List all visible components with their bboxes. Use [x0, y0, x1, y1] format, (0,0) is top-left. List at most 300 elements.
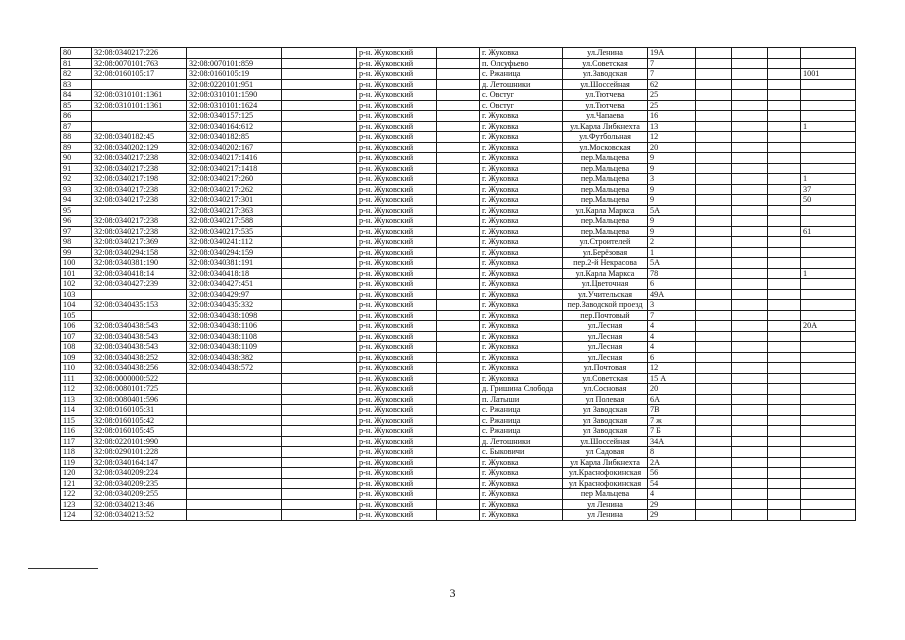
blank-field-cell	[437, 331, 480, 342]
cadastral-number-building-cell: 32:08:0340438:1108	[187, 331, 282, 342]
street-cell: ул.Футбольная	[563, 132, 648, 143]
cadastral-number-building-cell: 32:08:0340217:363	[187, 205, 282, 216]
district-cell: р-н. Жуковский	[357, 405, 437, 416]
apartment-number-cell	[801, 111, 856, 122]
row-number-cell: 91	[61, 163, 92, 174]
blank-field-cell	[437, 279, 480, 290]
extra-1-cell	[696, 447, 732, 458]
row-number-cell: 98	[61, 237, 92, 248]
extra-2-cell	[732, 457, 768, 468]
settlement-cell: г. Жуковка	[480, 321, 563, 332]
apartment-number-cell	[801, 384, 856, 395]
apartment-number-cell	[801, 247, 856, 258]
extra-2-cell	[732, 321, 768, 332]
extra-2-cell	[732, 247, 768, 258]
page-number: 3	[449, 586, 456, 600]
street-cell: ул.Карла Либкнехта	[563, 121, 648, 132]
table-row	[61, 163, 856, 174]
extra-2-cell	[732, 478, 768, 489]
extra-field-cell	[282, 426, 357, 437]
apartment-number-cell	[801, 300, 856, 311]
street-cell: ул.Чапаева	[563, 111, 648, 122]
blank-field-cell	[437, 457, 480, 468]
extra-1-cell	[696, 247, 732, 258]
street-cell: ул Полевая	[563, 394, 648, 405]
extra-field-cell	[282, 111, 357, 122]
street-cell: ул Заводская	[563, 405, 648, 416]
cadastral-number-building-cell: 32:08:0340182:85	[187, 132, 282, 143]
house-number-cell: 4	[648, 321, 696, 332]
table-row	[61, 258, 856, 269]
blank-field-cell	[437, 90, 480, 101]
table-row	[61, 489, 856, 500]
extra-field-cell	[282, 289, 357, 300]
district-cell: р-н. Жуковский	[357, 163, 437, 174]
extra-field-cell	[282, 310, 357, 321]
table-row	[61, 342, 856, 353]
street-cell: пер.Мальцева	[563, 153, 648, 164]
extra-2-cell	[732, 436, 768, 447]
extra-2-cell	[732, 405, 768, 416]
blank-field-cell	[437, 426, 480, 437]
cadastral-number-building-cell: 32:08:0340217:1418	[187, 163, 282, 174]
house-number-cell: 29	[648, 499, 696, 510]
street-cell: пер.Мальцева	[563, 163, 648, 174]
apartment-number-cell	[801, 405, 856, 416]
row-number-cell: 83	[61, 79, 92, 90]
table-row	[61, 121, 856, 132]
table-row	[61, 58, 856, 69]
extra-field-cell	[282, 153, 357, 164]
row-number-cell: 99	[61, 247, 92, 258]
extra-field-cell	[282, 268, 357, 279]
district-cell: р-н. Жуковский	[357, 184, 437, 195]
blank-field-cell	[437, 310, 480, 321]
extra-2-cell	[732, 58, 768, 69]
settlement-cell: г. Жуковка	[480, 489, 563, 500]
blank-field-cell	[437, 352, 480, 363]
settlement-cell: г. Жуковка	[480, 300, 563, 311]
extra-3-cell	[768, 289, 801, 300]
row-number-cell: 94	[61, 195, 92, 206]
table-row	[61, 457, 856, 468]
extra-3-cell	[768, 132, 801, 143]
district-cell: р-н. Жуковский	[357, 289, 437, 300]
table-row	[61, 111, 856, 122]
house-number-cell: 6	[648, 279, 696, 290]
apartment-number-cell: 1	[801, 121, 856, 132]
settlement-cell: г. Жуковка	[480, 195, 563, 206]
street-cell: ул.Шоссейная	[563, 79, 648, 90]
extra-field-cell	[282, 237, 357, 248]
apartment-number-cell	[801, 436, 856, 447]
extra-1-cell	[696, 174, 732, 185]
table-row	[61, 405, 856, 416]
blank-field-cell	[437, 247, 480, 258]
extra-2-cell	[732, 447, 768, 458]
cadastral-number-land-cell: 32:08:0340202:129	[92, 142, 187, 153]
extra-2-cell	[732, 468, 768, 479]
blank-field-cell	[437, 205, 480, 216]
street-cell: ул.Ленина	[563, 48, 648, 59]
extra-3-cell	[768, 300, 801, 311]
extra-field-cell	[282, 300, 357, 311]
extra-field-cell	[282, 121, 357, 132]
extra-1-cell	[696, 69, 732, 80]
extra-1-cell	[696, 205, 732, 216]
house-number-cell: 6А	[648, 394, 696, 405]
house-number-cell: 9	[648, 226, 696, 237]
extra-1-cell	[696, 184, 732, 195]
cadastral-number-land-cell: 32:08:0340217:238	[92, 184, 187, 195]
extra-1-cell	[696, 510, 732, 521]
row-number-cell: 110	[61, 363, 92, 374]
extra-1-cell	[696, 79, 732, 90]
extra-1-cell	[696, 363, 732, 374]
row-number-cell: 123	[61, 499, 92, 510]
street-cell: ул.Сосновая	[563, 384, 648, 395]
extra-field-cell	[282, 363, 357, 374]
blank-field-cell	[437, 363, 480, 374]
table-row	[61, 510, 856, 521]
extra-1-cell	[696, 300, 732, 311]
settlement-cell: г. Жуковка	[480, 174, 563, 185]
apartment-number-cell: 37	[801, 184, 856, 195]
extra-field-cell	[282, 216, 357, 227]
cadastral-number-building-cell	[187, 384, 282, 395]
extra-2-cell	[732, 373, 768, 384]
cadastral-number-land-cell: 32:08:0340182:45	[92, 132, 187, 143]
extra-3-cell	[768, 100, 801, 111]
extra-3-cell	[768, 174, 801, 185]
extra-field-cell	[282, 405, 357, 416]
district-cell: р-н. Жуковский	[357, 363, 437, 374]
settlement-cell: г. Жуковка	[480, 331, 563, 342]
blank-field-cell	[437, 174, 480, 185]
district-cell: р-н. Жуковский	[357, 48, 437, 59]
cadastral-number-building-cell: 32:08:0340217:260	[187, 174, 282, 185]
extra-3-cell	[768, 499, 801, 510]
street-cell: ул Ленина	[563, 499, 648, 510]
blank-field-cell	[437, 100, 480, 111]
document-sheet	[60, 47, 856, 521]
table-row	[61, 69, 856, 80]
settlement-cell: с. Быковичи	[480, 447, 563, 458]
row-number-cell: 85	[61, 100, 92, 111]
table-row	[61, 184, 856, 195]
extra-3-cell	[768, 331, 801, 342]
cadastral-number-building-cell: 32:08:0340438:382	[187, 352, 282, 363]
extra-2-cell	[732, 205, 768, 216]
blank-field-cell	[437, 121, 480, 132]
apartment-number-cell	[801, 489, 856, 500]
settlement-cell: с. Овстуг	[480, 90, 563, 101]
settlement-cell: г. Жуковка	[480, 132, 563, 143]
table-row	[61, 90, 856, 101]
extra-3-cell	[768, 426, 801, 437]
settlement-cell: г. Жуковка	[480, 205, 563, 216]
extra-field-cell	[282, 436, 357, 447]
cadastral-number-building-cell: 32:08:0340217:535	[187, 226, 282, 237]
settlement-cell: г. Жуковка	[480, 510, 563, 521]
table-row	[61, 394, 856, 405]
blank-field-cell	[437, 58, 480, 69]
cadastral-number-land-cell	[92, 79, 187, 90]
apartment-number-cell	[801, 457, 856, 468]
house-number-cell: 7	[648, 310, 696, 321]
cadastral-number-building-cell	[187, 478, 282, 489]
district-cell: р-н. Жуковский	[357, 510, 437, 521]
blank-field-cell	[437, 195, 480, 206]
settlement-cell: п. Латыши	[480, 394, 563, 405]
extra-field-cell	[282, 510, 357, 521]
extra-1-cell	[696, 153, 732, 164]
blank-field-cell	[437, 237, 480, 248]
street-cell: ул.Берёзовая	[563, 247, 648, 258]
apartment-number-cell	[801, 478, 856, 489]
extra-1-cell	[696, 310, 732, 321]
cadastral-number-building-cell: 32:08:0340438:1109	[187, 342, 282, 353]
house-number-cell: 19А	[648, 48, 696, 59]
row-number-cell: 93	[61, 184, 92, 195]
apartment-number-cell	[801, 373, 856, 384]
settlement-cell: г. Жуковка	[480, 237, 563, 248]
row-number-cell: 120	[61, 468, 92, 479]
table-row	[61, 153, 856, 164]
extra-field-cell	[282, 247, 357, 258]
cadastral-number-building-cell: 32:08:0340217:588	[187, 216, 282, 227]
district-cell: р-н. Жуковский	[357, 321, 437, 332]
cadastral-number-land-cell	[92, 289, 187, 300]
house-number-cell: 12	[648, 363, 696, 374]
extra-1-cell	[696, 405, 732, 416]
table-row	[61, 237, 856, 248]
apartment-number-cell	[801, 100, 856, 111]
cadastral-number-land-cell	[92, 310, 187, 321]
blank-field-cell	[437, 69, 480, 80]
settlement-cell: с. Ржаница	[480, 405, 563, 416]
table-row	[61, 499, 856, 510]
street-cell: ул.Лесная	[563, 352, 648, 363]
cadastral-number-building-cell: 32:08:0340241:112	[187, 237, 282, 248]
extra-1-cell	[696, 90, 732, 101]
district-cell: р-н. Жуковский	[357, 384, 437, 395]
address-table	[60, 47, 856, 521]
house-number-cell: 7 Б	[648, 426, 696, 437]
settlement-cell: с. Овстуг	[480, 100, 563, 111]
house-number-cell: 5А	[648, 205, 696, 216]
extra-3-cell	[768, 373, 801, 384]
extra-3-cell	[768, 90, 801, 101]
cadastral-number-land-cell: 32:08:0340438:543	[92, 342, 187, 353]
cadastral-number-land-cell: 32:08:0340217:238	[92, 153, 187, 164]
extra-field-cell	[282, 394, 357, 405]
cadastral-number-building-cell	[187, 447, 282, 458]
extra-2-cell	[732, 289, 768, 300]
cadastral-number-land-cell: 32:08:0160105:45	[92, 426, 187, 437]
extra-3-cell	[768, 58, 801, 69]
extra-field-cell	[282, 48, 357, 59]
extra-2-cell	[732, 48, 768, 59]
extra-3-cell	[768, 79, 801, 90]
cadastral-number-building-cell: 32:08:0340202:167	[187, 142, 282, 153]
district-cell: р-н. Жуковский	[357, 331, 437, 342]
extra-field-cell	[282, 321, 357, 332]
extra-3-cell	[768, 69, 801, 80]
street-cell: ул.Заводская	[563, 69, 648, 80]
extra-3-cell	[768, 436, 801, 447]
table-row	[61, 174, 856, 185]
table-row	[61, 79, 856, 90]
extra-2-cell	[732, 69, 768, 80]
extra-2-cell	[732, 268, 768, 279]
extra-2-cell	[732, 121, 768, 132]
extra-field-cell	[282, 478, 357, 489]
row-number-cell: 104	[61, 300, 92, 311]
house-number-cell: 9	[648, 163, 696, 174]
blank-field-cell	[437, 321, 480, 332]
street-cell: ул.Краснофокинская	[563, 468, 648, 479]
district-cell: р-н. Жуковский	[357, 394, 437, 405]
settlement-cell: с. Ржаница	[480, 415, 563, 426]
blank-field-cell	[437, 415, 480, 426]
extra-1-cell	[696, 489, 732, 500]
house-number-cell: 3	[648, 174, 696, 185]
house-number-cell: 15 А	[648, 373, 696, 384]
row-number-cell: 122	[61, 489, 92, 500]
street-cell: пер.Мальцева	[563, 226, 648, 237]
extra-2-cell	[732, 163, 768, 174]
table-row	[61, 415, 856, 426]
settlement-cell: г. Жуковка	[480, 184, 563, 195]
cadastral-number-building-cell	[187, 426, 282, 437]
extra-1-cell	[696, 100, 732, 111]
extra-1-cell	[696, 384, 732, 395]
house-number-cell: 9	[648, 195, 696, 206]
settlement-cell: г. Жуковка	[480, 247, 563, 258]
extra-2-cell	[732, 132, 768, 143]
extra-field-cell	[282, 457, 357, 468]
apartment-number-cell: 1001	[801, 69, 856, 80]
extra-3-cell	[768, 478, 801, 489]
district-cell: р-н. Жуковский	[357, 457, 437, 468]
extra-field-cell	[282, 258, 357, 269]
street-cell: ул Ленина	[563, 510, 648, 521]
row-number-cell: 87	[61, 121, 92, 132]
blank-field-cell	[437, 289, 480, 300]
extra-3-cell	[768, 163, 801, 174]
extra-2-cell	[732, 342, 768, 353]
district-cell: р-н. Жуковский	[357, 195, 437, 206]
settlement-cell: г. Жуковка	[480, 289, 563, 300]
extra-field-cell	[282, 90, 357, 101]
apartment-number-cell	[801, 415, 856, 426]
settlement-cell: г. Жуковка	[480, 478, 563, 489]
cadastral-number-land-cell: 32:08:0340438:252	[92, 352, 187, 363]
row-number-cell: 100	[61, 258, 92, 269]
table-row	[61, 310, 856, 321]
cadastral-number-building-cell: 32:08:0340157:125	[187, 111, 282, 122]
extra-2-cell	[732, 394, 768, 405]
row-number-cell: 119	[61, 457, 92, 468]
table-row	[61, 132, 856, 143]
street-cell: ул.Цветочная	[563, 279, 648, 290]
house-number-cell: 1	[648, 247, 696, 258]
street-cell: ул.Тютчева	[563, 90, 648, 101]
blank-field-cell	[437, 489, 480, 500]
cadastral-number-building-cell: 32:08:0220101:951	[187, 79, 282, 90]
cadastral-number-building-cell: 32:08:0340217:262	[187, 184, 282, 195]
cadastral-number-building-cell: 32:08:0340438:1106	[187, 321, 282, 332]
street-cell: пер.Мальцева	[563, 174, 648, 185]
street-cell: ул Карла Либкнехта	[563, 457, 648, 468]
cadastral-number-building-cell	[187, 373, 282, 384]
house-number-cell: 12	[648, 132, 696, 143]
cadastral-number-land-cell: 32:08:0340213:52	[92, 510, 187, 521]
district-cell: р-н. Жуковский	[357, 373, 437, 384]
footer-rule	[28, 568, 98, 569]
house-number-cell: 2	[648, 237, 696, 248]
district-cell: р-н. Жуковский	[357, 174, 437, 185]
apartment-number-cell	[801, 90, 856, 101]
cadastral-number-land-cell: 32:08:0290101:228	[92, 447, 187, 458]
extra-1-cell	[696, 279, 732, 290]
extra-3-cell	[768, 153, 801, 164]
district-cell: р-н. Жуковский	[357, 142, 437, 153]
street-cell: пер Мальцева	[563, 489, 648, 500]
settlement-cell: г. Жуковка	[480, 342, 563, 353]
cadastral-number-land-cell: 32:08:0310101:1361	[92, 100, 187, 111]
extra-field-cell	[282, 373, 357, 384]
table-body	[61, 48, 856, 521]
cadastral-number-land-cell: 32:08:0340209:224	[92, 468, 187, 479]
house-number-cell: 20	[648, 384, 696, 395]
cadastral-number-land-cell: 32:08:0340217:369	[92, 237, 187, 248]
blank-field-cell	[437, 510, 480, 521]
extra-3-cell	[768, 510, 801, 521]
row-number-cell: 96	[61, 216, 92, 227]
street-cell: ул Заводская	[563, 415, 648, 426]
extra-2-cell	[732, 510, 768, 521]
row-number-cell: 106	[61, 321, 92, 332]
extra-2-cell	[732, 226, 768, 237]
table-row	[61, 142, 856, 153]
extra-1-cell	[696, 48, 732, 59]
cadastral-number-land-cell: 32:08:0340435:153	[92, 300, 187, 311]
extra-3-cell	[768, 447, 801, 458]
cadastral-number-building-cell: 32:08:0340217:1416	[187, 153, 282, 164]
cadastral-number-building-cell: 32:08:0340381:191	[187, 258, 282, 269]
extra-3-cell	[768, 142, 801, 153]
row-number-cell: 102	[61, 279, 92, 290]
extra-2-cell	[732, 90, 768, 101]
blank-field-cell	[437, 268, 480, 279]
extra-1-cell	[696, 331, 732, 342]
cadastral-number-land-cell: 32:08:0340217:238	[92, 195, 187, 206]
row-number-cell: 111	[61, 373, 92, 384]
extra-field-cell	[282, 415, 357, 426]
row-number-cell: 105	[61, 310, 92, 321]
cadastral-number-land-cell: 32:08:0340294:158	[92, 247, 187, 258]
extra-3-cell	[768, 195, 801, 206]
house-number-cell: 20	[648, 142, 696, 153]
blank-field-cell	[437, 142, 480, 153]
extra-3-cell	[768, 363, 801, 374]
apartment-number-cell	[801, 363, 856, 374]
table-row	[61, 300, 856, 311]
apartment-number-cell	[801, 468, 856, 479]
house-number-cell: 49А	[648, 289, 696, 300]
